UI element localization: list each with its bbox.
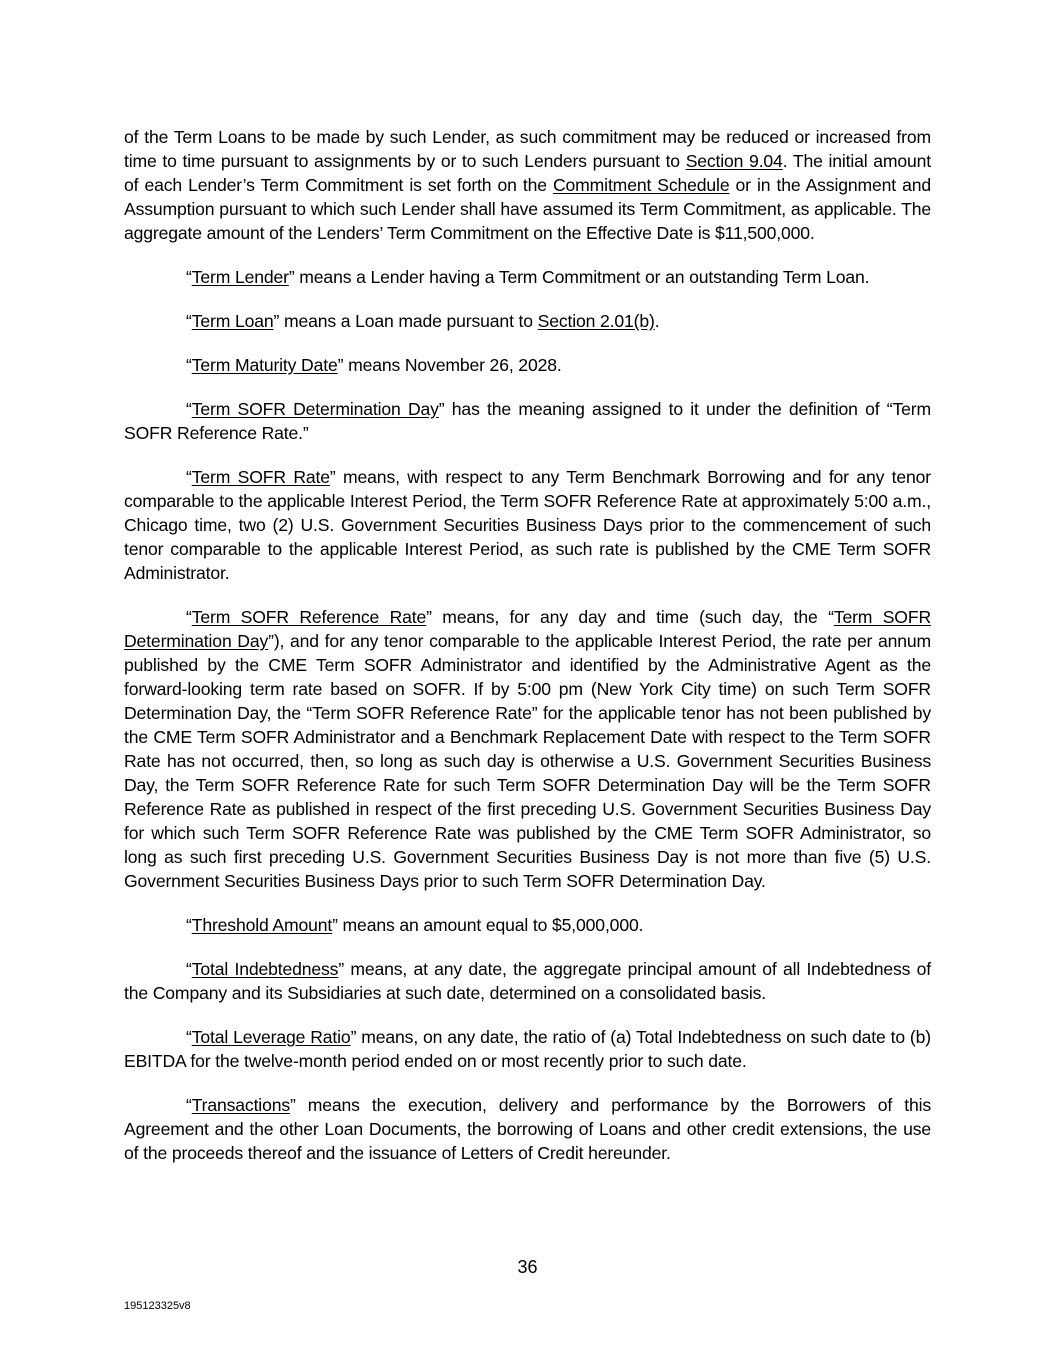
definition-text: ”), and for any tenor comparable to the applicable Interest Period, the rate per annum published by the CME Term SOFR Administrator and identified by the Administrative Agent as the forward-looking term rate based on SOFR. If by 5:00 pm (New York City time) on such Term SOFR Determination Day, the “Term SOFR Reference Rate” for the applicable tenor has not been published by the CME Term SOFR Administrator and a Benchmark Replacement Date with respect to the Term SOFR Rate has not occurred, then, so long as such day is otherwise a U.S. Government Securities Business Day, the Term SOFR Reference Rate for such Term SOFR Determination Day will be the Term SOFR Reference Rate as published in respect of the first preceding U.S. Government Securities Business Day for which such Term SOFR Reference Rate was published by the CME Term SOFR Administrator, so long as such first preceding U.S. Government Securities Business Day is not more than five (5) U.S. Government Securities Business Days prior to such Term SOFR Determination Day.	[124, 631, 931, 891]
defined-term: Transactions	[191, 1095, 290, 1115]
defined-term: Total Indebtedness	[191, 959, 339, 979]
defined-term: Total Leverage Ratio	[191, 1027, 351, 1047]
definition-text: ” means, for any day and time (such day, the “	[426, 607, 834, 627]
document-body	[124, 125, 931, 1185]
definition-term-maturity-date: “Term Maturity Date” means November 26, 2028.	[186, 355, 562, 375]
document-id: 195123325v8	[124, 1300, 191, 1312]
definition-term-loan: “Term Loan” means a Loan made pursuant to Section 2.01(b).	[186, 311, 660, 331]
definition-threshold-amount: “Threshold Amount” means an amount equal to $5,000,000.	[186, 915, 644, 935]
paragraph-text: of the Term Loans to be made by such Lender, as such commitment may be reduced or increased from time to time pursuant to assignments by or to such Lenders pursuant to	[124, 127, 931, 171]
definition-text: ” means November 26, 2028.	[337, 355, 562, 375]
definition-text: ” means an amount equal to $5,000,000.	[332, 915, 644, 935]
defined-term: Term SOFR Reference Rate	[191, 607, 427, 627]
definition-text: ” means, at any date, the aggregate principal amount of all Indebtedness of the Company and its Subsidiaries at such date, determined on a consolidated basis.	[124, 959, 931, 1003]
paragraph-text: . The initial amount of each Lender’s Term Commitment is set forth on the	[124, 151, 932, 195]
definition-total-leverage-ratio: “Total Leverage Ratio” means, on any date, the ratio of (a) Total Indebtedness on such date to (b) EBITDA for the twelve-month period ended on or most recently prior to such date.	[124, 1027, 931, 1071]
defined-term: Term Maturity Date	[191, 355, 338, 375]
defined-term: Term Loan	[191, 311, 274, 331]
definition-term-sofr-reference-rate: “Term SOFR Reference Rate” means, for any day and time (such day, the “Term SOFR Determination Day”), and for any tenor comparable to the applicable Interest Period, the rate per annum published by the CME Term SOFR Administrator and identified by the Administrative Agent as the forward-looking term rate based on SOFR. If by 5:00 pm (New York City time) on such Term SOFR Determination Day, the “Term SOFR Reference Rate” for the applicable tenor has not been published by the CME Term SOFR Administrator and a Benchmark Replacement Date with respect to the Term SOFR Rate has not occurred, then, so long as such day is otherwise a U.S. Government Securities Business Day, the Term SOFR Reference Rate for such Term SOFR Determination Day will be the Term SOFR Reference Rate as published in respect of the first preceding U.S. Government Securities Business Day for which such Term SOFR Reference Rate was published by the CME Term SOFR Administrator, so long as such first preceding U.S. Government Securities Business Day is not more than five (5) U.S. Government Securities Business Days prior to such Term SOFR Determination Day.	[124, 607, 931, 891]
schedule-reference: Commitment Schedule	[552, 175, 730, 195]
definition-term-sofr-rate: “Term SOFR Rate” means, with respect to any Term Benchmark Borrowing and for any tenor comparable to the applicable Interest Period, the Term SOFR Reference Rate at approximately 5:00 a.m., Chicago time, two (2) U.S. Government Securities Business Days prior to the commencement of such tenor comparable to the applicable Interest Period, as such rate is published by the CME Term SOFR Administrator.	[124, 467, 932, 583]
definition-text: ” means a Loan made pursuant to	[273, 311, 538, 331]
definition-text: ” means, on any date, the ratio of (a) Total Indebtedness on such date to (b) EBITDA for the twelve-month period ended on or most recently prior to such date.	[124, 1027, 931, 1071]
definition-text: ” means a Lender having a Term Commitment or an outstanding Term Loan.	[288, 267, 870, 287]
definition-transactions: “Transactions” means the execution, delivery and performance by the Borrowers of this Agreement and the other Loan Documents, the borrowing of Loans and other credit extensions, the use of the proceeds thereof and the issuance of Letters of Credit hereunder.	[124, 1095, 931, 1163]
definition-text: ” has the meaning assigned to it under the definition of “Term SOFR Reference Rate.”	[124, 399, 931, 443]
defined-term: Term SOFR Determination Day	[191, 399, 439, 419]
definition-total-indebtedness: “Total Indebtedness” means, at any date, the aggregate principal amount of all Indebtedness of the Company and its Subsidiaries at such date, determined on a consolidated basis.	[124, 959, 931, 1003]
section-reference: Section 9.04	[685, 151, 783, 171]
term-commitment-continuation	[124, 125, 931, 245]
definition-text: ” means the execution, delivery and performance by the Borrowers of this Agreement and the other Loan Documents, the borrowing of Loans and other credit extensions, the use of the proceeds thereof and the issuance of Letters of Credit hereunder.	[124, 1095, 931, 1163]
defined-term: Term SOFR Rate	[191, 467, 330, 487]
definition-text: ” means, with respect to any Term Benchmark Borrowing and for any tenor comparable to the applicable Interest Period, the Term SOFR Reference Rate at approximately 5:00 a.m., Chicago time, two (2) U.S. Government Securities Business Days prior to the commencement of such tenor comparable to the applicable Interest Period, as such rate is published by the CME Term SOFR Administrator.	[124, 467, 932, 583]
definition-term-lender: “Term Lender” means a Lender having a Term Commitment or an outstanding Term Loan.	[186, 267, 870, 287]
defined-term: Term Lender	[191, 267, 289, 287]
defined-term: Threshold Amount	[191, 915, 333, 935]
page-number: 36	[517, 1257, 538, 1277]
definition-term-sofr-determination-day: “Term SOFR Determination Day” has the meaning assigned to it under the definition of “Term SOFR Reference Rate.”	[124, 399, 931, 443]
defined-term: Term SOFR Determination Day	[124, 607, 931, 651]
paragraph-text: or in the Assignment and Assumption pursuant to which such Lender shall have assumed its Term Commitment, as applicable. The aggregate amount of the Lenders’ Term Commitment on the Effective Date is $11,500,000.	[124, 175, 931, 243]
section-reference: Section 2.01(b)	[537, 311, 655, 331]
